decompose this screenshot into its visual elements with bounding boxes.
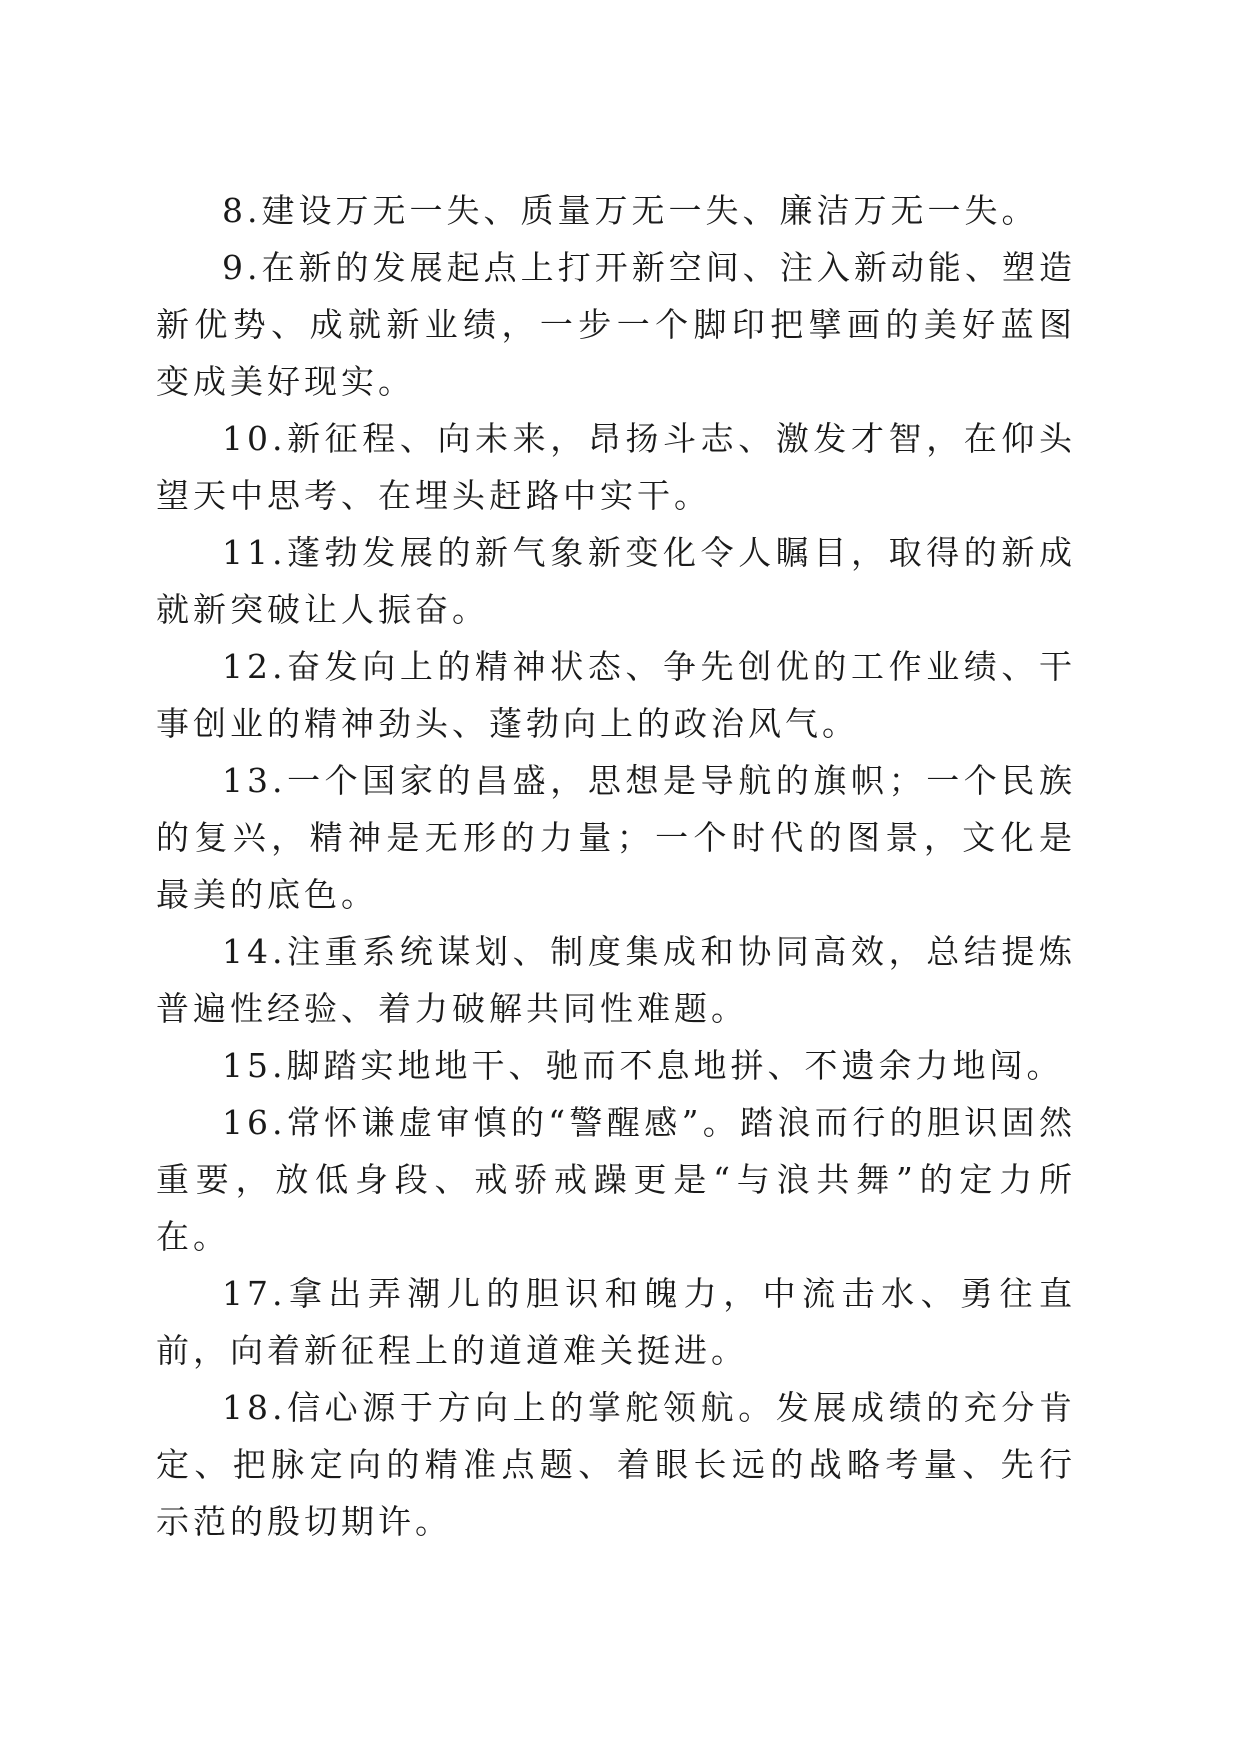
- document-body: [156, 182, 1076, 1550]
- paragraph-15: 15.脚踏实地地干、驰而不息地拼、不遗余力地闯。: [222, 1046, 1064, 1085]
- paragraph-12: 12.奋发向上的精神状态、争先创优的工作业绩、干事创业的精神劲头、蓬勃向上的政治风气。: [156, 647, 1076, 743]
- paragraph-10: 10.新征程、向未来，昂扬斗志、激发才智，在仰头望天中思考、在埋头赶路中实干。: [156, 419, 1076, 515]
- paragraph-17: 17.拿出弄潮儿的胆识和魄力，中流击水、勇往直前，向着新征程上的道道难关挺进。: [156, 1274, 1076, 1370]
- paragraph-13: 13.一个国家的昌盛，思想是导航的旗帜；一个民族的复兴，精神是无形的力量；一个时代的图景，文化是最美的底色。: [156, 761, 1076, 914]
- paragraph-14: 14.注重系统谋划、制度集成和协同高效，总结提炼普遍性经验、着力破解共同性难题。: [156, 932, 1076, 1028]
- paragraph-11: 11.蓬勃发展的新气象新变化令人瞩目，取得的新成就新突破让人振奋。: [156, 533, 1076, 629]
- paragraph-16: 16.常怀谦虚审慎的“警醒感”。踏浪而行的胆识固然重要，放低身段、戒骄戒躁更是“与浪共舞”的定力所在。: [156, 1103, 1076, 1256]
- paragraph-8: 8.建设万无一失、质量万无一失、廉洁万无一失。: [222, 191, 1039, 230]
- paragraph-18: 18.信心源于方向上的掌舵领航。发展成绩的充分肯定、把脉定向的精准点题、着眼长远的战略考量、先行示范的殷切期许。: [156, 1388, 1076, 1541]
- paragraph-9: 9.在新的发展起点上打开新空间、注入新动能、塑造新优势、成就新业绩，一步一个脚印把擘画的美好蓝图变成美好现实。: [156, 248, 1076, 401]
